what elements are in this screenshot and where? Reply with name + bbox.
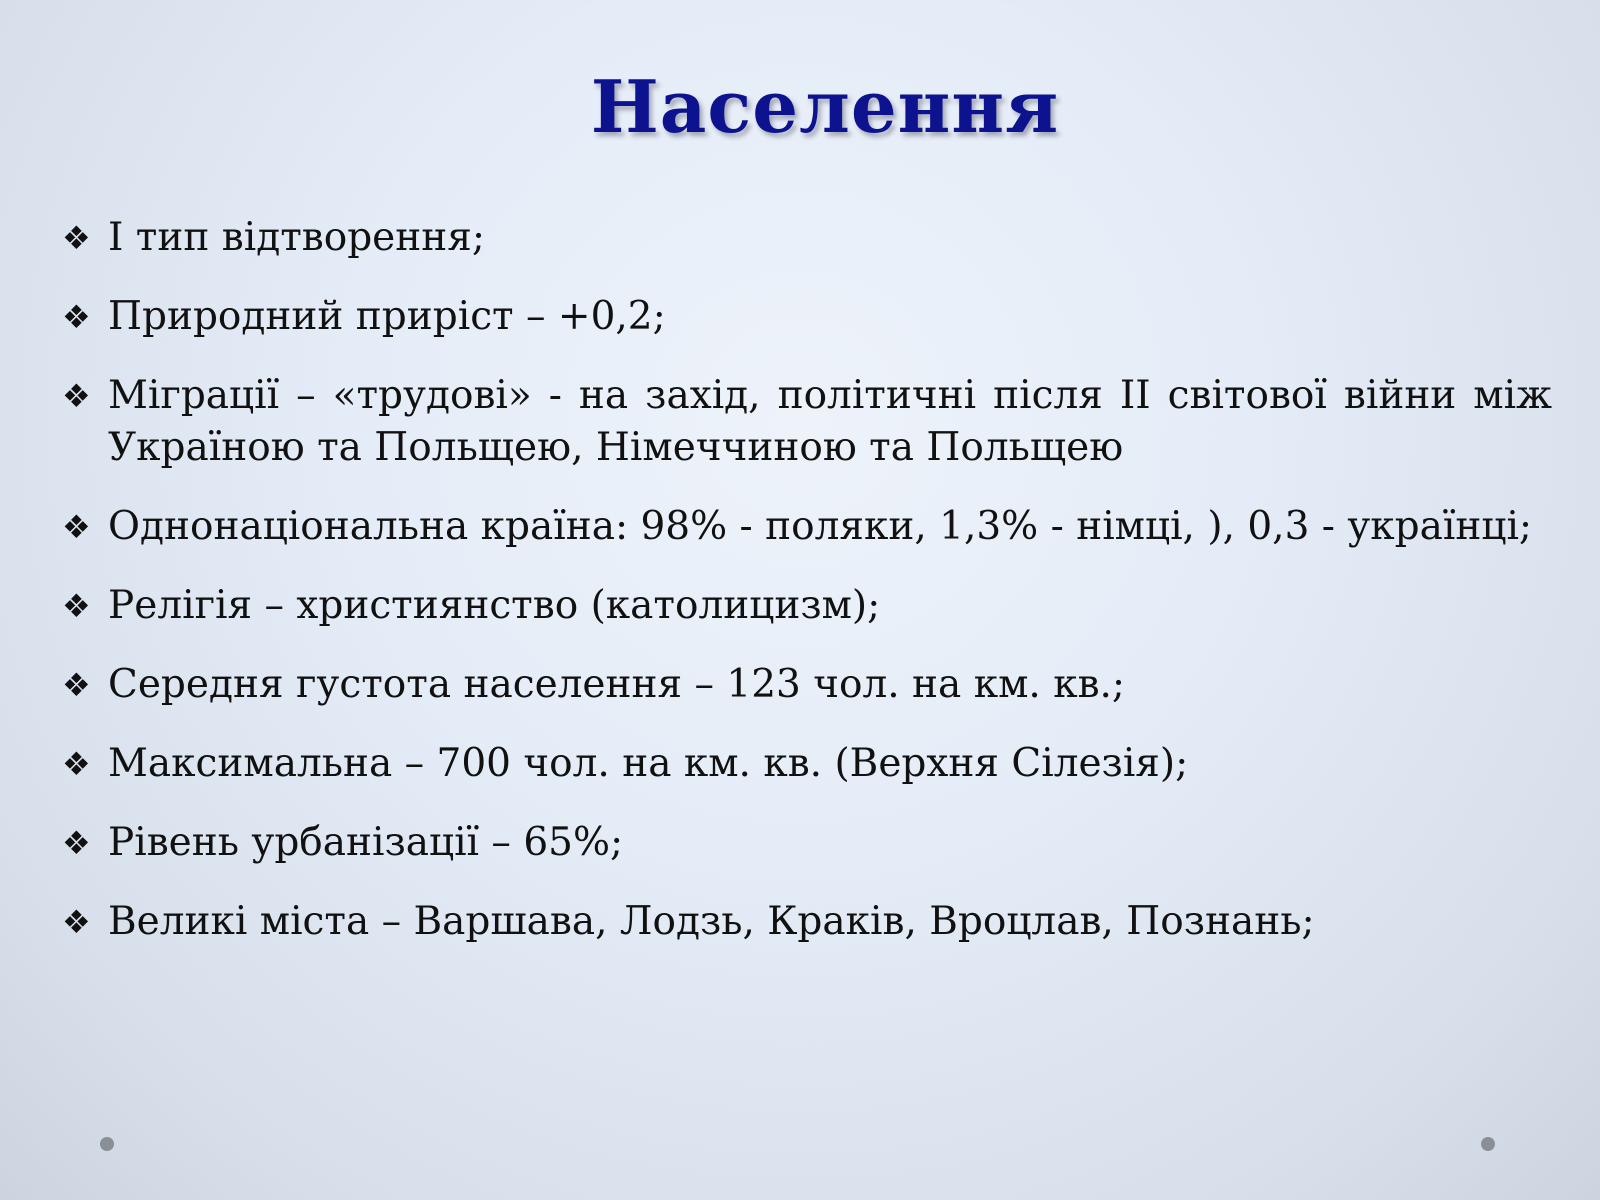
bullet-item bbox=[62, 501, 1552, 553]
bullet-item bbox=[62, 738, 1552, 790]
diamond-bullet-icon: ❖ bbox=[62, 508, 91, 546]
circle-dot-icon bbox=[100, 1137, 114, 1151]
bullet-text: Однонаціональна країна: 98% - поляки, 1,3% - німці, ), 0,3 - українці; bbox=[108, 504, 1533, 549]
bullet-text: Максимальна – 700 чол. на км. кв. (Верхня Сілезія); bbox=[108, 741, 1189, 786]
bullet-text: Релігія – християнство (католицизм); bbox=[108, 583, 881, 628]
bullet-item bbox=[62, 580, 1552, 632]
bullet-text: Великі міста – Варшава, Лодзь, Краків, Вроцлав, Познань; bbox=[108, 899, 1315, 944]
bullet-item bbox=[62, 896, 1552, 948]
bullet-item bbox=[62, 291, 1552, 343]
diamond-bullet-icon: ❖ bbox=[62, 824, 91, 862]
diamond-bullet-icon: ❖ bbox=[62, 587, 91, 625]
diamond-bullet-icon: ❖ bbox=[62, 903, 91, 941]
bullet-text: Середня густота населення – 123 чол. на км. кв.; bbox=[108, 662, 1126, 707]
bullet-text: І тип відтворення; bbox=[108, 215, 485, 260]
bullet-item bbox=[62, 817, 1552, 869]
diamond-bullet-icon: ❖ bbox=[62, 666, 91, 704]
diamond-bullet-icon: ❖ bbox=[62, 298, 91, 336]
bullet-item bbox=[62, 370, 1552, 474]
diamond-bullet-icon: ❖ bbox=[62, 377, 91, 415]
diamond-bullet-icon: ❖ bbox=[62, 745, 91, 783]
bullet-text: Природний приріст – +0,2; bbox=[108, 294, 666, 339]
bullet-item bbox=[62, 659, 1552, 711]
diamond-bullet-icon: ❖ bbox=[62, 219, 91, 257]
bullet-text: Міграції – «трудові» - на захід, політичні після ІІ світової війни між Україною та Польщею, Німеччиною та Польщею bbox=[108, 373, 1552, 470]
slide-title: Населення bbox=[590, 64, 1060, 149]
bullet-text: Рівень урбанізації – 65%; bbox=[108, 820, 624, 865]
bullet-list bbox=[62, 212, 1552, 975]
circle-dot-icon bbox=[1481, 1137, 1495, 1151]
bullet-item bbox=[62, 212, 1552, 264]
